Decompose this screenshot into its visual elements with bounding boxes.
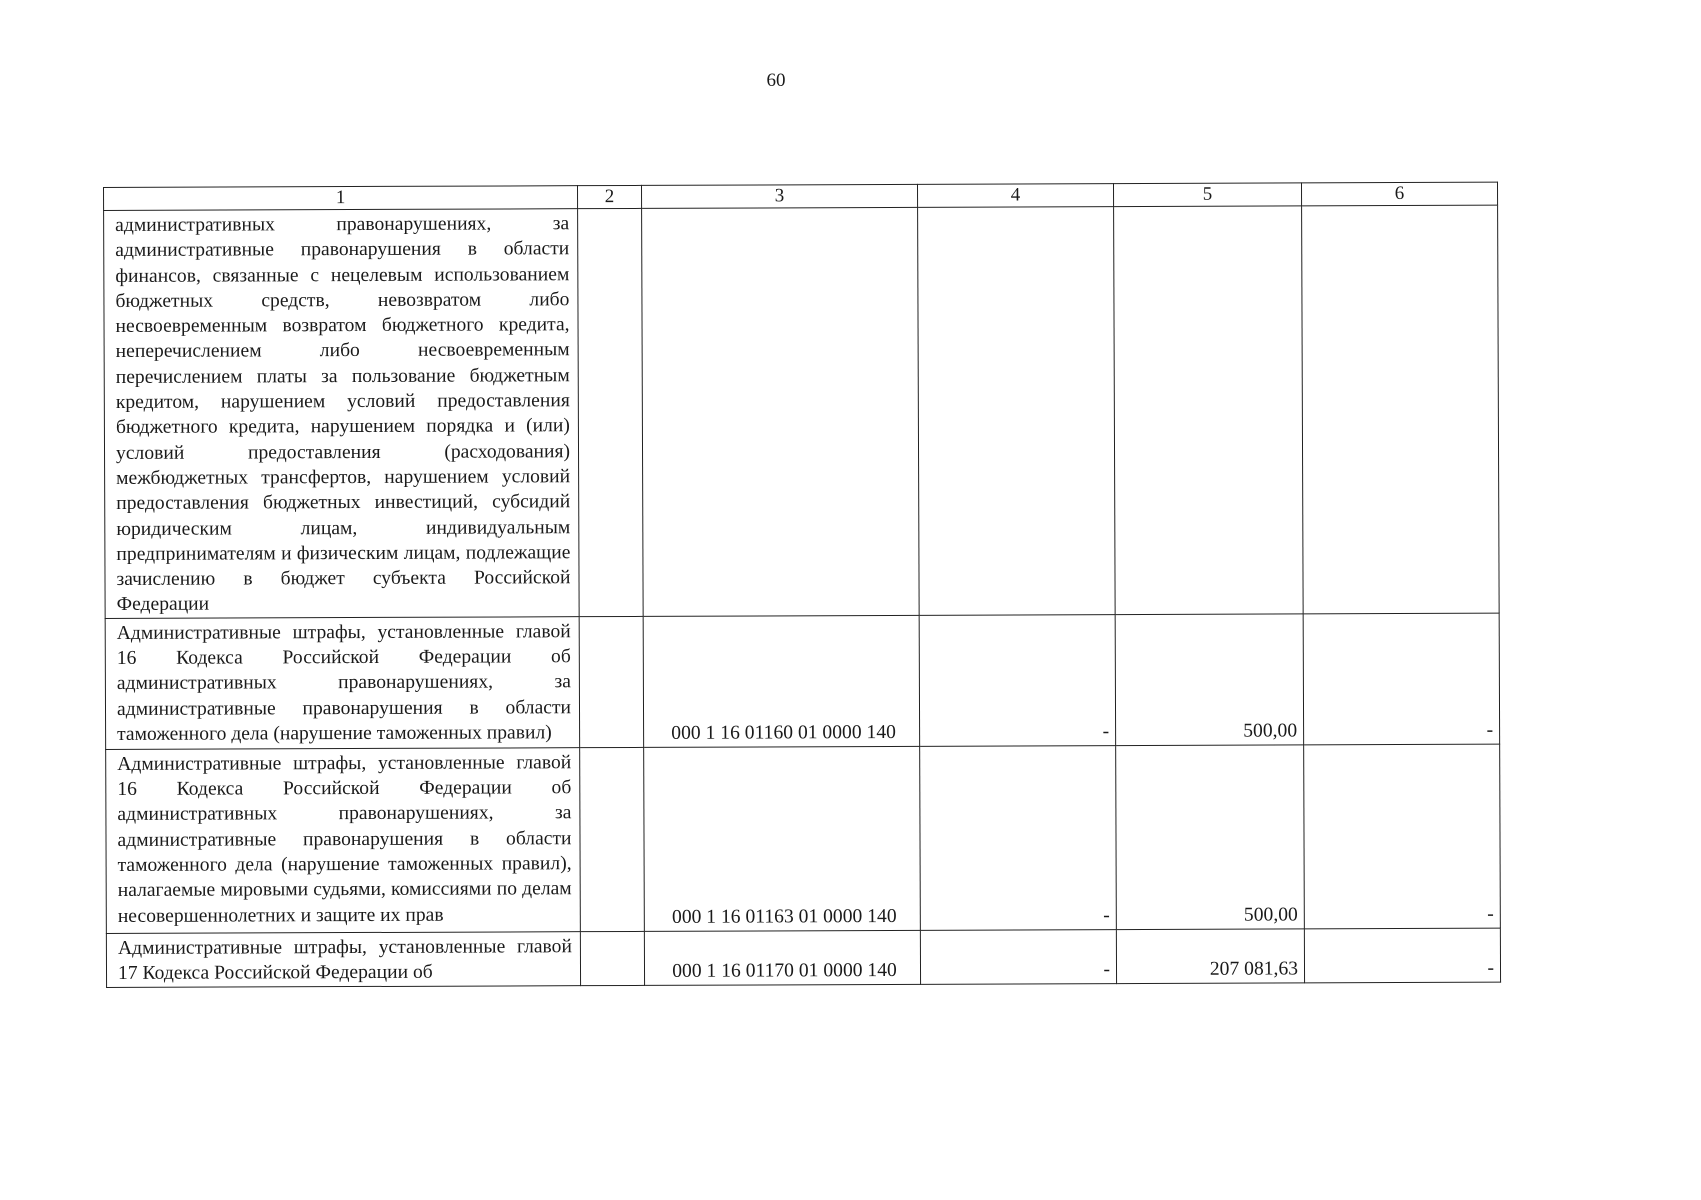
row-col4 <box>918 207 1116 615</box>
row-col6 <box>1302 205 1500 613</box>
budget-revenue-table <box>103 182 1501 988</box>
row-col2 <box>578 208 644 616</box>
column-number-4: 4 <box>917 184 1113 208</box>
row-col2 <box>580 931 644 985</box>
row-budget-code: 000 1 16 01163 01 0000 140 <box>644 746 921 931</box>
column-number-2: 2 <box>577 185 641 208</box>
row-amount <box>1114 206 1304 614</box>
row-col6: - <box>1304 928 1500 983</box>
row-description: Административные штрафы, установленные главой 17 Кодекса Российской Федерации об <box>106 931 580 987</box>
row-amount: 500,00 <box>1116 745 1305 930</box>
row-budget-code: 000 1 16 01160 01 0000 140 <box>643 615 920 747</box>
row-col2 <box>579 616 644 747</box>
page-number: 60 <box>766 70 786 91</box>
row-col4: - <box>919 614 1116 746</box>
row-budget-code: 000 1 16 01170 01 0000 140 <box>644 930 920 985</box>
column-number-3: 3 <box>641 184 917 208</box>
column-number-5: 5 <box>1113 183 1301 207</box>
row-amount: 207 081,63 <box>1116 929 1304 984</box>
row-col4: - <box>920 745 1117 930</box>
table-row <box>106 928 1500 987</box>
row-amount: 500,00 <box>1115 614 1304 746</box>
table-row <box>105 613 1499 749</box>
row-description: административных правонарушениях, за административные правонарушения в области финансов, связанные с нецелевым использованием бюджетных средств, невозвратом либо несвоевременным возвратом бюджетного кредита, неперечислением либо несвоевременным перечислением платы за пользование бюджетным кредитом, нарушением условий предоставления бюджетного кредита, нарушением порядка и (или) условий предоставления (расходования) межбюджетных трансфертов, нарушением условий предоставления бюджетных инвестиций, субсидий юридическим лицам, индивидуальным предпринимателям и физическим лицам, подлежащие зачислению в бюджет субъекта Российской Федерации <box>104 209 580 619</box>
row-col6: - <box>1304 744 1501 929</box>
table-row <box>104 205 1500 618</box>
table-row <box>106 744 1501 933</box>
column-number-1: 1 <box>104 186 578 211</box>
row-col6: - <box>1303 613 1500 745</box>
row-col4: - <box>920 929 1116 984</box>
row-budget-code <box>642 207 920 616</box>
row-description: Административные штрафы, установленные главой 16 Кодекса Российской Федерации об административных правонарушениях, за административные правонарушения в области таможенного дела (нарушение таможенных правил), налагаемые мировыми судьями, комиссиями по делам несовершеннолетних и защите их прав <box>106 747 581 933</box>
column-number-6: 6 <box>1301 182 1497 206</box>
row-col2 <box>580 747 645 931</box>
row-description: Административные штрафы, установленные главой 16 Кодекса Российской Федерации об административных правонарушениях, за административные правонарушения в области таможенного дела (нарушение таможенных правил) <box>105 616 579 749</box>
